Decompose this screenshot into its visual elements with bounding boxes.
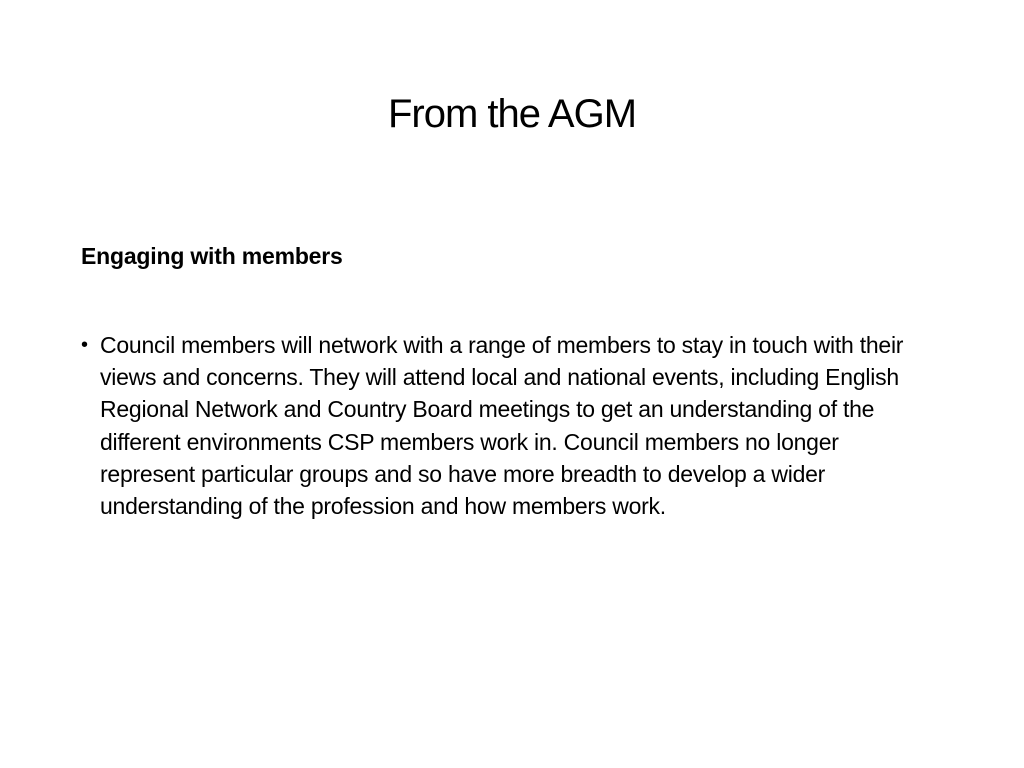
section-heading: Engaging with members (81, 243, 343, 269)
bullet-text: Council members will network with a range of members to stay in touch with their views and concerns. They will attend local and national events, including English Regional Network and Country Board meetings to get an understanding of the different environments CSP members work in. Council members no longer represent particular groups and so have more breadth to develop a wider understanding of the profession and how members work. (100, 332, 904, 520)
bullet-item (81, 329, 931, 522)
slide-title: From the AGM (387, 92, 637, 136)
slide-content (81, 240, 941, 520)
bullet-list (81, 329, 931, 522)
bullet-icon: • (81, 334, 88, 356)
